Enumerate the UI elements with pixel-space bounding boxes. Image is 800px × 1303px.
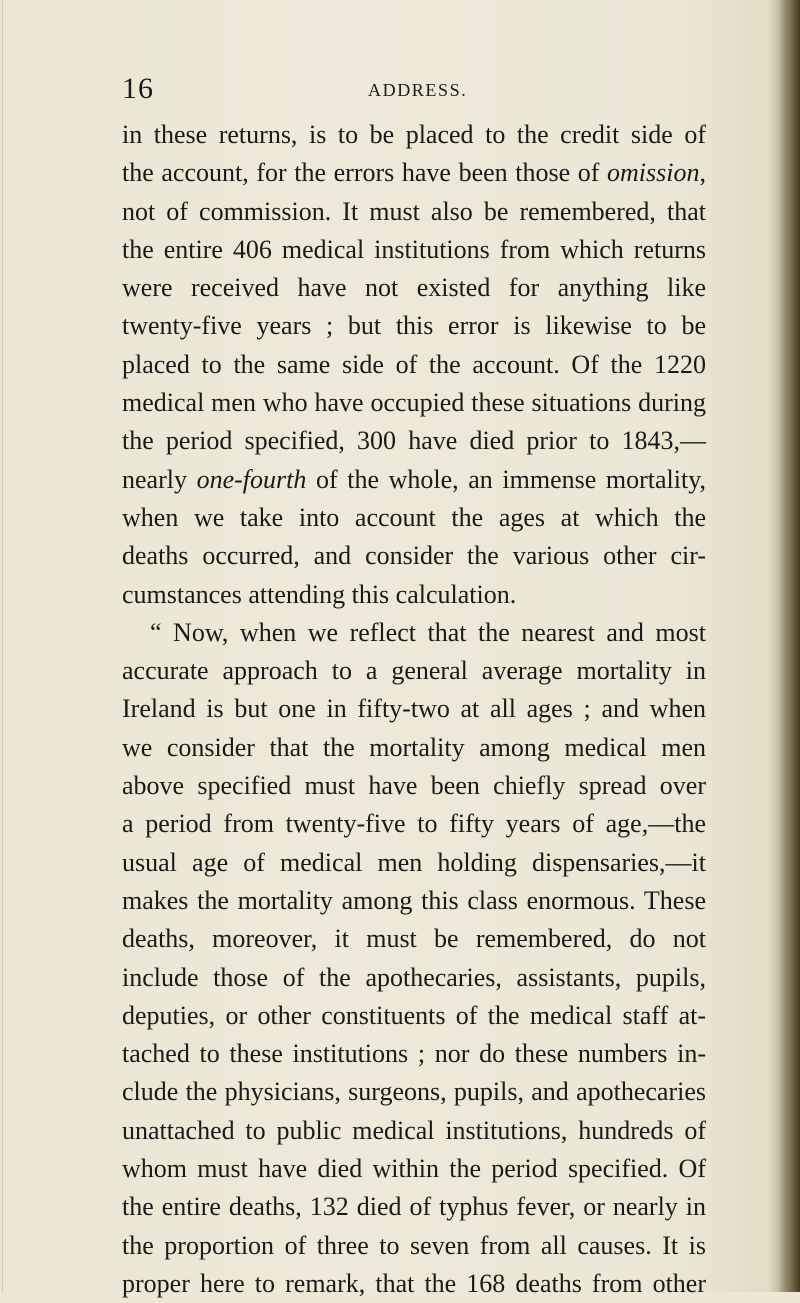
text-line: we consider that the mortality among medical men bbox=[122, 732, 706, 762]
text-line: deaths occurred, and consider the various other cir- bbox=[122, 541, 706, 571]
text-line: in these returns, is to be placed to the credit side of bbox=[122, 120, 706, 149]
text-line: deaths, moreover, it must be remembered, do not bbox=[122, 924, 706, 954]
text-line: include those of the apothecaries, assistants, pupils, bbox=[122, 962, 706, 992]
text-line: “ Now, when we reflect that the nearest and most bbox=[150, 617, 706, 647]
text-line: accurate approach to a general average mortality in bbox=[122, 656, 706, 686]
text-line: the entire 406 medical institutions from which returns bbox=[122, 234, 706, 264]
text-line: Ireland is but one in fifty-two at all ages ; and when bbox=[122, 694, 706, 724]
text-line: makes the mortality among this class enormous. These bbox=[122, 885, 706, 915]
italic-text: one-fourth bbox=[196, 464, 307, 494]
page-edge-left bbox=[2, 0, 3, 1292]
body-text bbox=[122, 116, 706, 1303]
text-line: unattached to public medical institutions, hundreds of bbox=[122, 1115, 706, 1145]
text-line: proper here to remark, that the 168 deaths from other bbox=[122, 1268, 706, 1298]
text-line: above specified must have been chiefly spread over bbox=[122, 771, 706, 801]
text-line: tached to these institutions ; nor do these numbers in- bbox=[122, 1039, 706, 1069]
text-line: when we take into account the ages at which the bbox=[122, 502, 706, 532]
text-line: the period specified, 300 have died prior to 1843,— bbox=[122, 426, 706, 456]
text-line: placed to the same side of the account. Of the 1220 bbox=[122, 349, 706, 379]
text-line: not of commission. It must also be remembered, that bbox=[122, 196, 706, 226]
text-line: usual age of medical men holding dispensaries,—it bbox=[122, 847, 706, 877]
page-number: 16 bbox=[122, 72, 154, 105]
text-line: twenty-five years ; but this error is likewise to be bbox=[122, 311, 706, 341]
text-line: clude the physicians, surgeons, pupils, and apothecaries bbox=[122, 1077, 706, 1107]
text-line: the proportion of three to seven from all causes. It is bbox=[122, 1230, 706, 1260]
text-line: nearly one-fourth of the whole, an immense mortality, bbox=[122, 464, 706, 494]
text-line: were received have not existed for anything like bbox=[122, 273, 706, 303]
text-line: cumstances attending this calculation. bbox=[122, 579, 517, 609]
text-line: a period from twenty-five to fifty years of age,—the bbox=[122, 809, 706, 839]
binding-shadow bbox=[778, 0, 800, 1292]
running-head: ADDRESS. bbox=[368, 80, 468, 100]
text-line: whom must have died within the period specified. Of bbox=[122, 1154, 706, 1184]
text-line: the entire deaths, 132 died of typhus fever, or nearly in bbox=[122, 1192, 706, 1222]
text-line: the account, for the errors have been those of omission, bbox=[122, 158, 706, 188]
text-line: deputies, or other constituents of the medical staff at- bbox=[122, 1000, 706, 1030]
italic-text: omission bbox=[607, 158, 700, 188]
text-line: medical men who have occupied these situations during bbox=[122, 388, 706, 418]
